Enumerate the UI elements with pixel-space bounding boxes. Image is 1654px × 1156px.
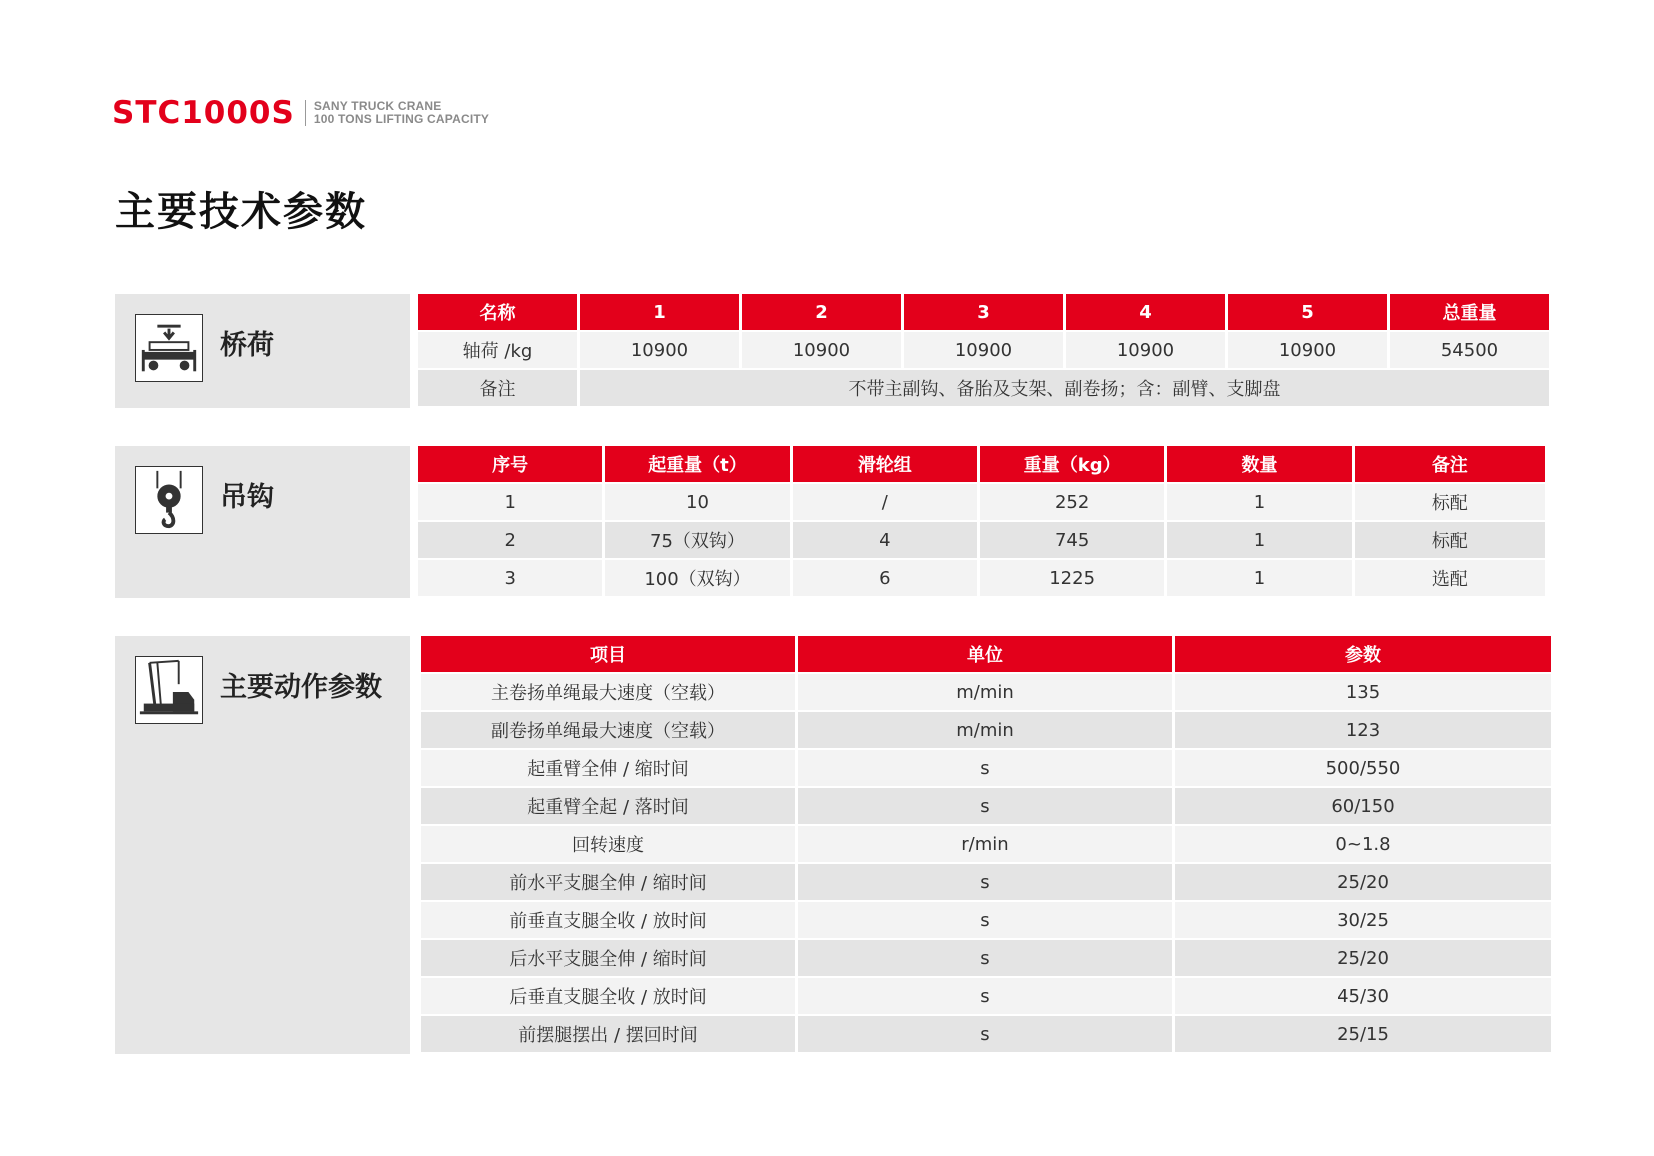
table-cell: 135 [1175, 674, 1551, 712]
table-cell: 30/25 [1175, 902, 1551, 940]
table-cell: 起重臂全起 / 落时间 [421, 788, 795, 826]
brand-line-2: 100 TONS LIFTING CAPACITY [313, 112, 490, 126]
table-cell: s [798, 750, 1172, 788]
hooks-side-panel [115, 446, 410, 598]
note-label: 备注 [418, 370, 577, 408]
table-cell: 轴荷 /kg [418, 332, 577, 370]
table-cell: s [798, 788, 1172, 826]
table-cell: 10900 [1066, 332, 1225, 370]
table-cell: 0~1.8 [1175, 826, 1551, 864]
table-row [418, 484, 1545, 522]
column-header: 5 [1228, 294, 1387, 332]
table-cell: 745 [980, 522, 1164, 560]
table-cell: 75（双钩） [605, 522, 789, 560]
table-cell: 4 [793, 522, 977, 560]
table-row [421, 712, 1551, 750]
table-cell: 3 [418, 560, 602, 598]
table-cell: 25/20 [1175, 940, 1551, 978]
table-cell: 60/150 [1175, 788, 1551, 826]
table-cell: 10900 [580, 332, 739, 370]
column-header: 起重量（t） [605, 446, 789, 484]
column-header: 2 [742, 294, 901, 332]
column-header: 单位 [798, 636, 1172, 674]
table-cell: 回转速度 [421, 826, 795, 864]
table-cell: s [798, 864, 1172, 902]
table-cell: 主卷扬单绳最大速度（空载） [421, 674, 795, 712]
column-header: 总重量 [1390, 294, 1549, 332]
table-cell: 副卷扬单绳最大速度（空载） [421, 712, 795, 750]
axle-load-side-panel [115, 294, 410, 408]
table-cell: s [798, 940, 1172, 978]
table-cell: 前垂直支腿全收 / 放时间 [421, 902, 795, 940]
brand-header [112, 96, 489, 130]
table-cell: 252 [980, 484, 1164, 522]
table-cell: / [793, 484, 977, 522]
motion-table [418, 636, 1554, 1054]
table-row [418, 560, 1545, 598]
table-cell: 500/550 [1175, 750, 1551, 788]
column-header: 备注 [1355, 446, 1545, 484]
table-row [421, 750, 1551, 788]
table-cell: 1225 [980, 560, 1164, 598]
column-header: 4 [1066, 294, 1225, 332]
axle-load-table [415, 294, 1552, 408]
axle-load-icon [135, 314, 203, 382]
table-cell: 10 [605, 484, 789, 522]
column-header: 重量（kg） [980, 446, 1164, 484]
column-header: 项目 [421, 636, 795, 674]
table-cell: 10900 [904, 332, 1063, 370]
table-row [421, 902, 1551, 940]
axle-load-label: 桥荷 [220, 330, 274, 361]
table-cell: 标配 [1355, 522, 1545, 560]
hook-icon [135, 466, 203, 534]
table-cell: 54500 [1390, 332, 1549, 370]
table-row [418, 522, 1545, 560]
column-header: 名称 [418, 294, 577, 332]
crane-truck-icon [135, 656, 203, 724]
table-cell: 前水平支腿全伸 / 缩时间 [421, 864, 795, 902]
table-row [421, 674, 1551, 712]
brand-line-1: SANY TRUCK CRANE [313, 99, 442, 113]
column-header: 1 [580, 294, 739, 332]
table-row [421, 788, 1551, 826]
column-header: 3 [904, 294, 1063, 332]
table-cell: 123 [1175, 712, 1551, 750]
column-header: 序号 [418, 446, 602, 484]
table-cell: 10900 [1228, 332, 1387, 370]
table-row [421, 978, 1551, 1016]
table-cell: r/min [798, 826, 1172, 864]
table-cell: 2 [418, 522, 602, 560]
hooks-header-row [418, 446, 1545, 484]
axle-load-section [115, 294, 1545, 408]
table-cell: 1 [1167, 484, 1351, 522]
motion-label: 主要动作参数 [220, 672, 382, 703]
table-cell: 10900 [742, 332, 901, 370]
hooks-table [415, 446, 1548, 598]
table-cell: m/min [798, 712, 1172, 750]
motion-header-row [421, 636, 1551, 674]
hooks-section [115, 446, 1545, 598]
page-title: 主要技术参数 [115, 189, 367, 235]
table-cell: 标配 [1355, 484, 1545, 522]
hooks-label: 吊钩 [220, 482, 274, 513]
table-row [421, 940, 1551, 978]
column-header: 滑轮组 [793, 446, 977, 484]
table-cell: 6 [793, 560, 977, 598]
motion-section [115, 636, 1545, 1054]
table-cell: 25/20 [1175, 864, 1551, 902]
note-text: 不带主副钩、备胎及支架、副卷扬；含：副臂、支脚盘 [580, 370, 1549, 408]
table-cell: 后水平支腿全伸 / 缩时间 [421, 940, 795, 978]
table-cell: s [798, 1016, 1172, 1054]
table-cell: s [798, 978, 1172, 1016]
table-cell: 1 [1167, 560, 1351, 598]
brand-subtitle [314, 100, 489, 126]
column-header: 参数 [1175, 636, 1551, 674]
axle-load-header-row [418, 294, 1549, 332]
table-row [421, 826, 1551, 864]
brand-divider [305, 100, 306, 126]
table-row [421, 864, 1551, 902]
table-cell: 1 [418, 484, 602, 522]
table-cell: 100（双钩） [605, 560, 789, 598]
table-row [421, 1016, 1551, 1054]
note-row [418, 370, 1549, 408]
table-cell: 45/30 [1175, 978, 1551, 1016]
table-cell: 1 [1167, 522, 1351, 560]
table-cell: s [798, 902, 1172, 940]
motion-side-panel [115, 636, 410, 1054]
table-cell: 选配 [1355, 560, 1545, 598]
table-cell: 后垂直支腿全收 / 放时间 [421, 978, 795, 1016]
brand-model: STC1000S [112, 95, 295, 131]
table-cell: 25/15 [1175, 1016, 1551, 1054]
table-row [418, 332, 1549, 370]
column-header: 数量 [1167, 446, 1351, 484]
table-cell: 前摆腿摆出 / 摆回时间 [421, 1016, 795, 1054]
table-cell: 起重臂全伸 / 缩时间 [421, 750, 795, 788]
table-cell: m/min [798, 674, 1172, 712]
